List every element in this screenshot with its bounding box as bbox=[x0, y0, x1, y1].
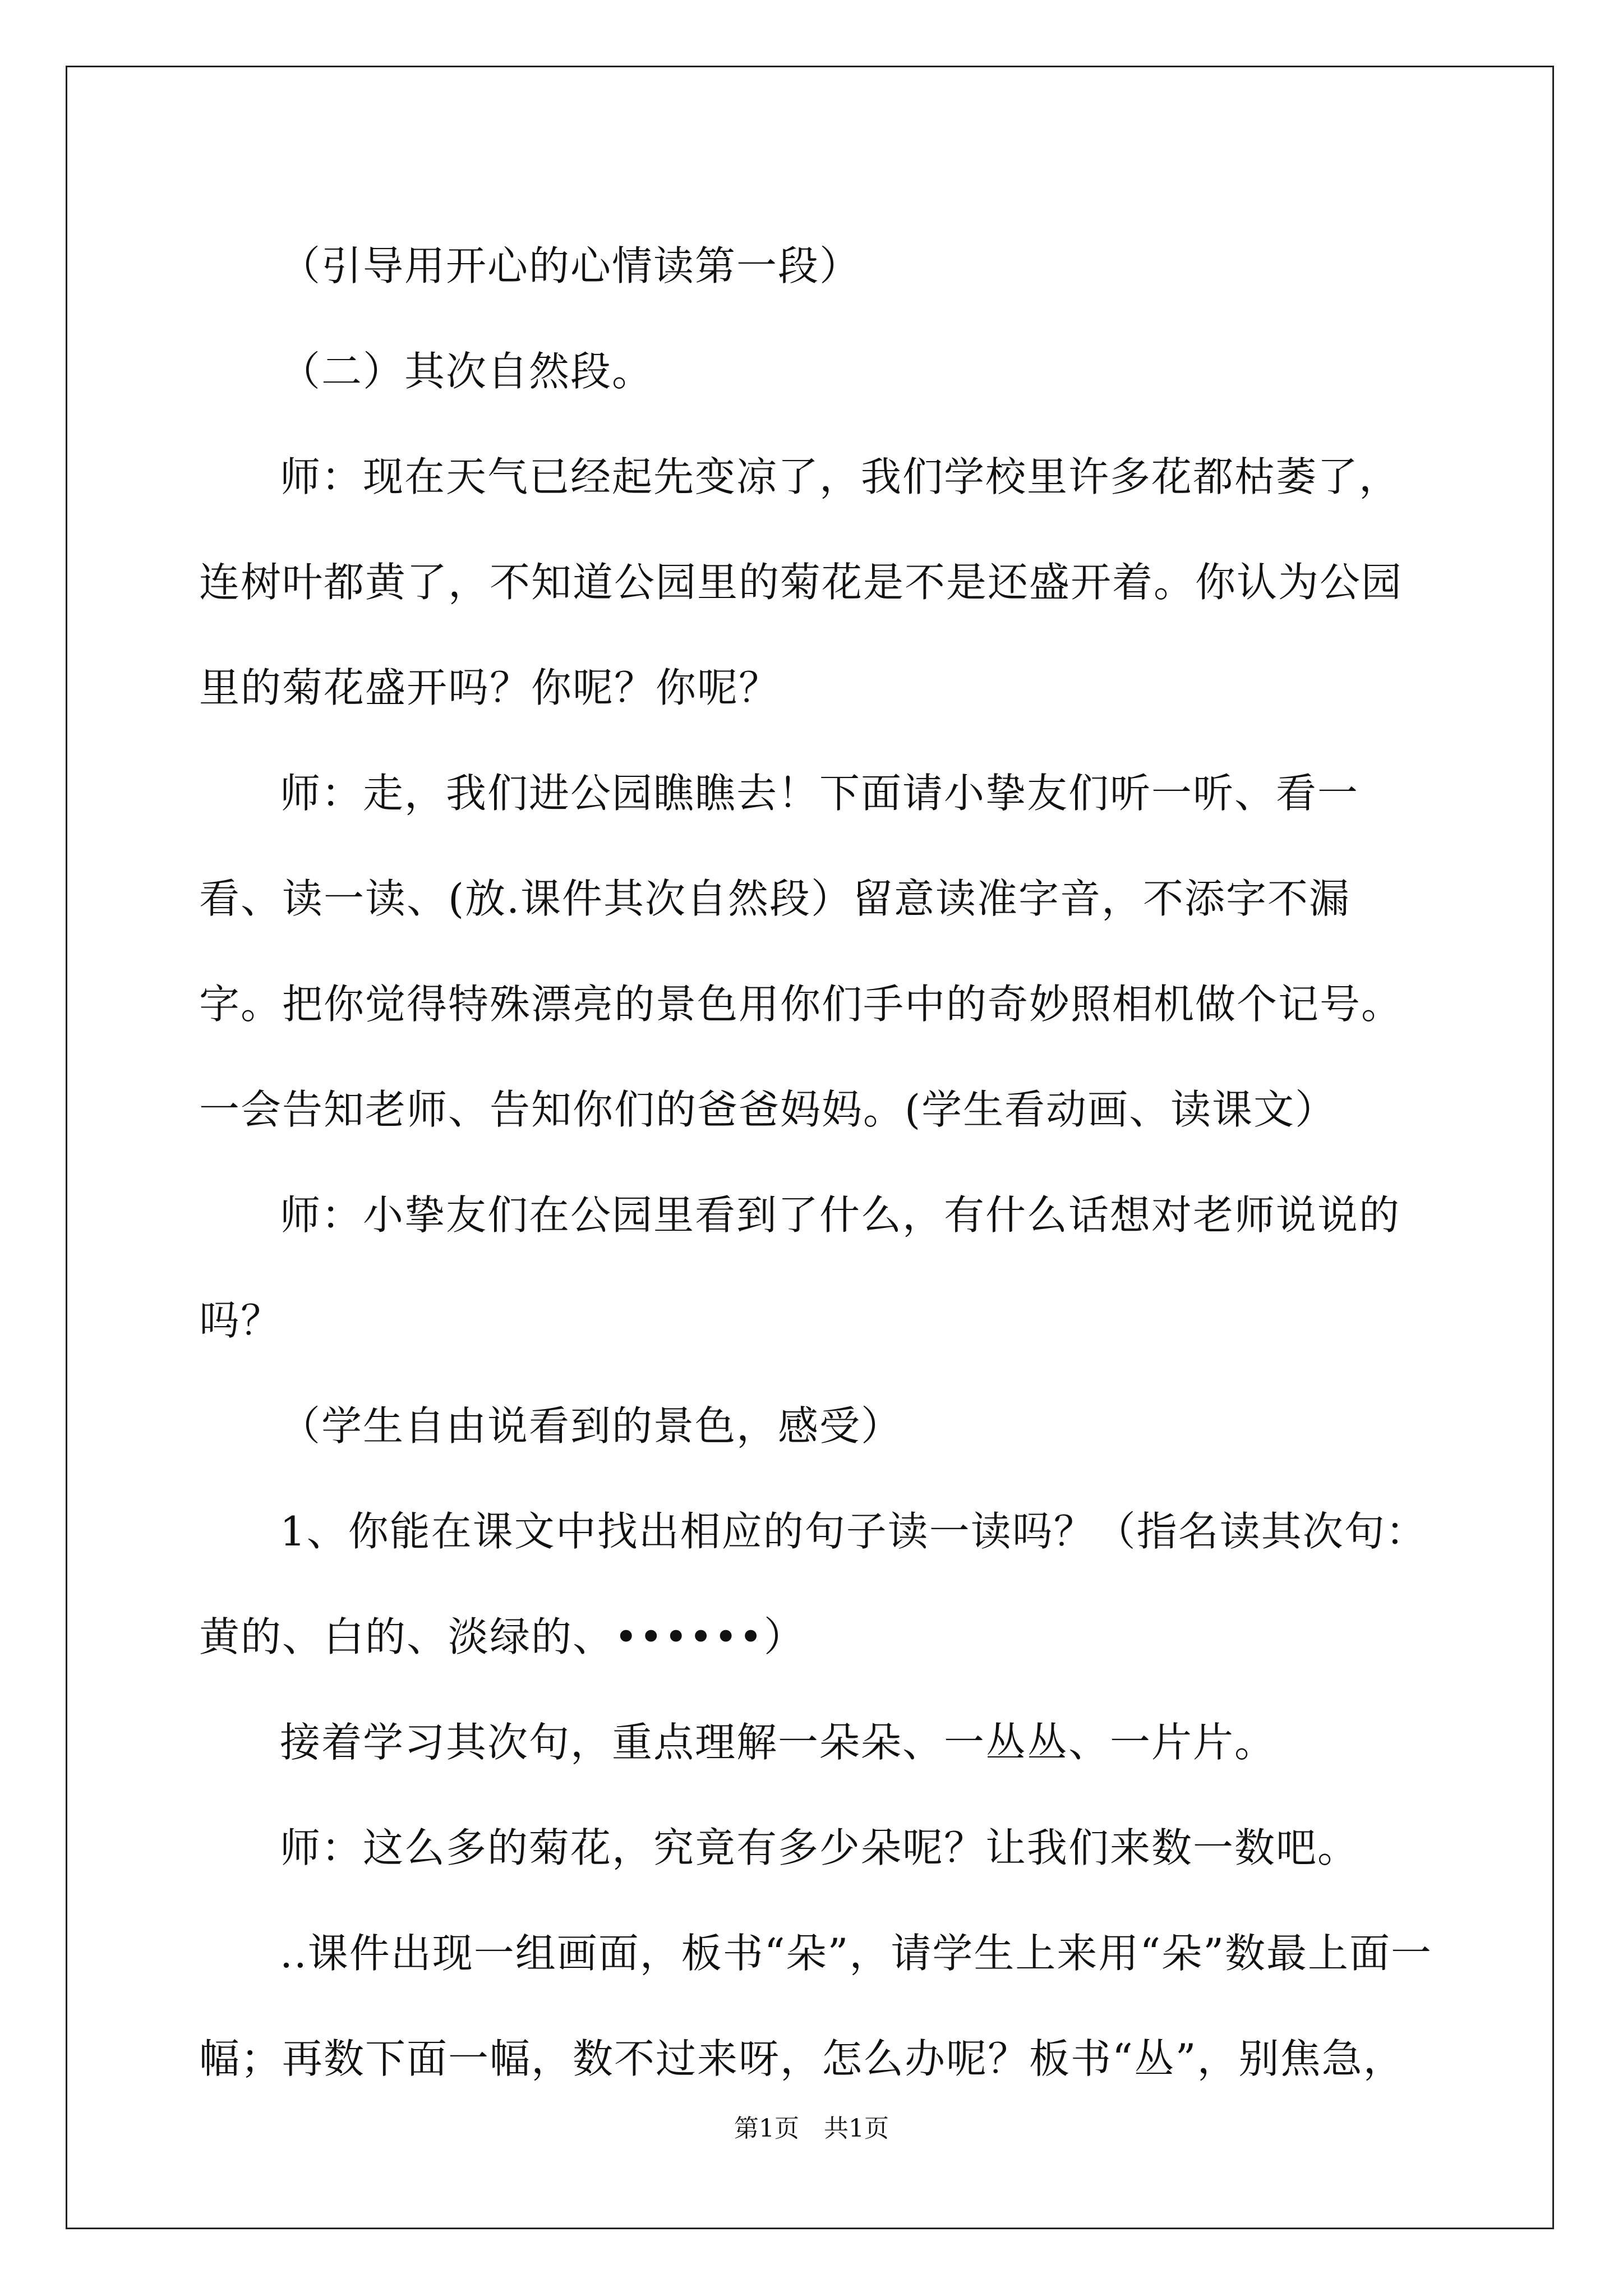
document-body bbox=[199, 213, 1433, 2111]
paragraph-5: 师：小挚友们在公园里看到了什么，有什么话想对老师说说的吗？ bbox=[199, 1191, 1401, 1344]
paragraph-9: 师：这么多的菊花，究竟有多少朵呢？让我们来数一数吧。 bbox=[280, 1824, 1359, 1871]
paragraph-4: 师：走，我们进公园瞧瞧去！下面请小挚友们听一听、看一看、读一读、(放.课件其次自然段）留意读准字音，不添字不漏字。把你觉得特殊漂亮的景色用你们手中的奇妙照相机做个记号。一会告知老师、告知你们的爸爸妈妈。(学生看动画、读课文） bbox=[199, 770, 1403, 1133]
page-footer: 第1页 共1页 bbox=[734, 2114, 889, 2143]
paragraph-2: （二）其次自然段。 bbox=[280, 348, 654, 395]
paragraph-6: （学生自由说看到的景色，感受） bbox=[280, 1402, 903, 1450]
paragraph-8: 接着学习其次句，重点理解一朵朵、一丛丛、一片片。 bbox=[280, 1719, 1276, 1766]
paragraph-1: （引导用开心的心情读第一段） bbox=[280, 242, 861, 289]
paragraph-10: ..课件出现一组画面，板书“朵”，请学生上来用“朵”数最上面一幅；再数下面一幅，数不过来呀，怎么办呢？板书“丛”，别焦急， bbox=[199, 1930, 1433, 2082]
paragraph-3: 师：现在天气已经起先变凉了，我们学校里许多花都枯萎了，连树叶都黄了，不知道公园里的菊花是不是还盛开着。你认为公园里的菊花盛开吗？你呢？你呢？ bbox=[199, 453, 1403, 711]
paragraph-7: 1、你能在课文中找出相应的句子读一读吗？（指名读其次句：黄的、白的、淡绿的、••••••） bbox=[199, 1508, 1427, 1660]
